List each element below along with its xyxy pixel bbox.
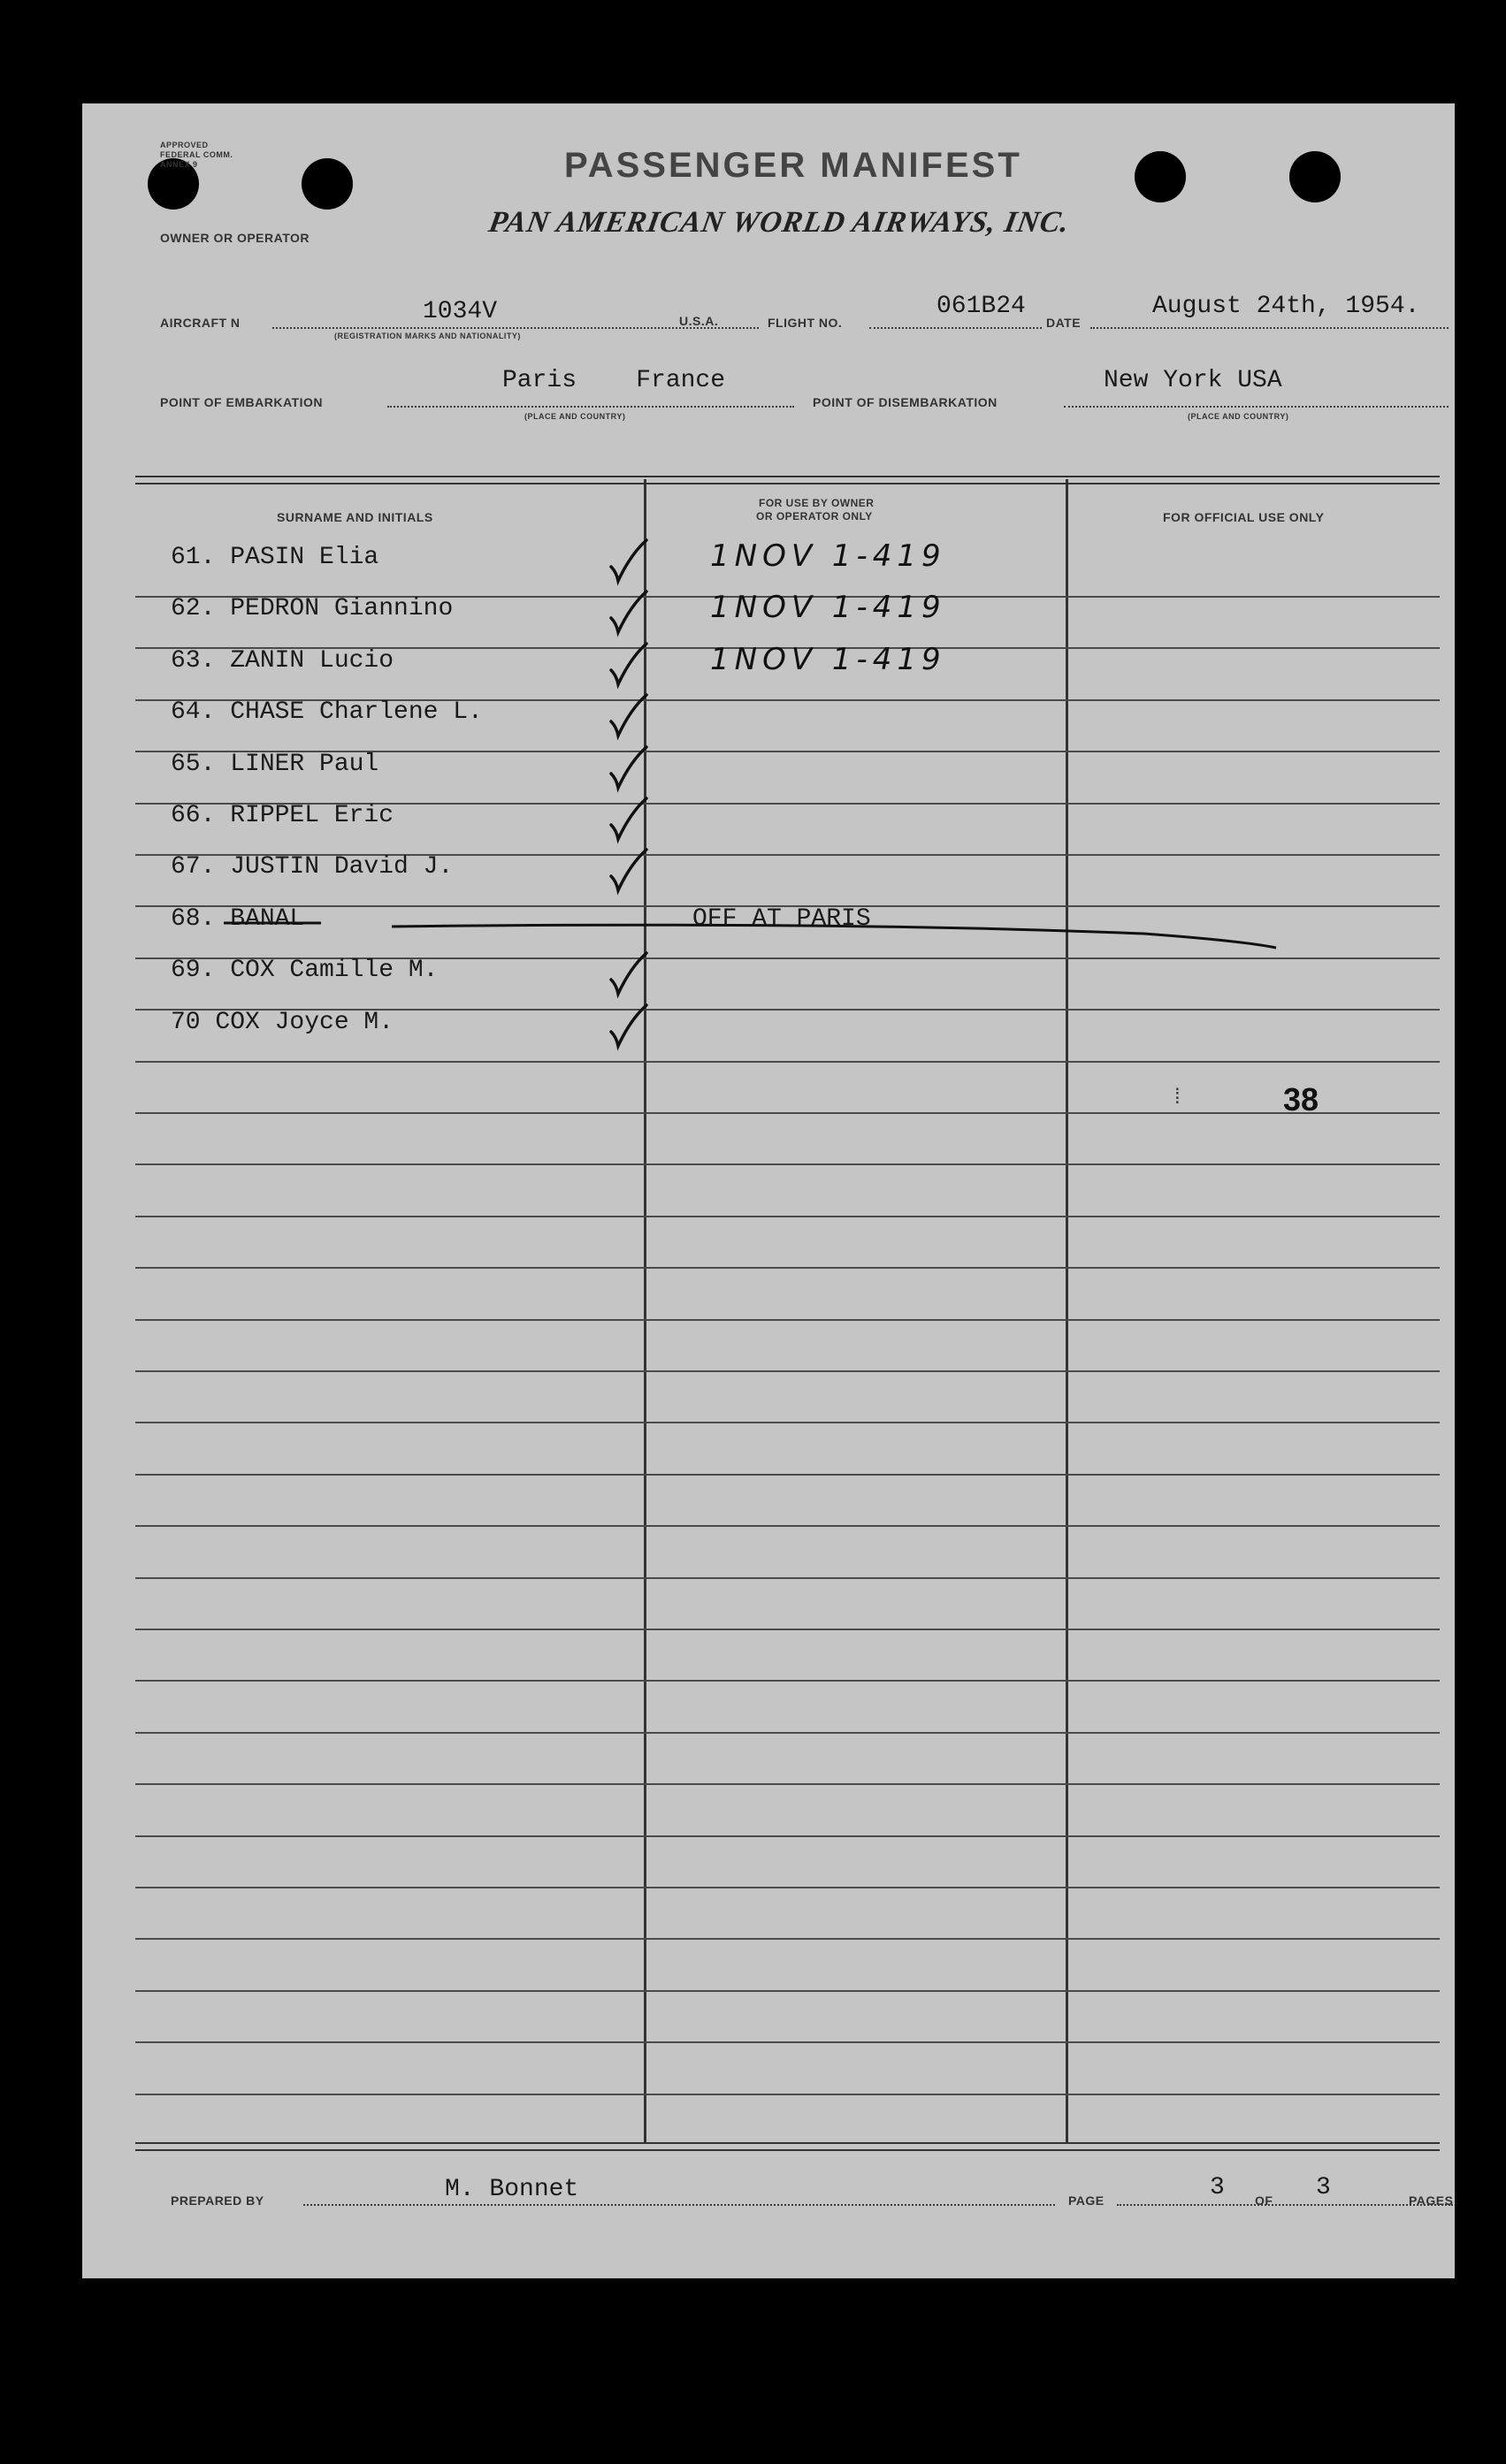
row-rule [135, 1732, 1440, 1734]
embark-sub: (PLACE AND COUNTRY) [524, 412, 626, 421]
handwritten-note: 1NOV 1-419 [710, 590, 946, 625]
row-rule [135, 1525, 1440, 1527]
passenger-name: 64. CHASE Charlene L. [171, 698, 483, 726]
row-rule [135, 1577, 1440, 1579]
row-rule [135, 1887, 1440, 1888]
of-label: OF [1255, 2193, 1273, 2208]
punch-hole-right-2 [1289, 151, 1341, 202]
row-rule [135, 1629, 1440, 1630]
manifest-sheet [82, 103, 1455, 2278]
page-value: 3 [1210, 2174, 1225, 2201]
checkmark-icon [604, 744, 684, 797]
col-header-surname: SURNAME AND INITIALS [277, 510, 433, 524]
stamp-line-2: FEDERAL COMM. [160, 150, 233, 159]
passenger-name: 65. LINER Paul [171, 751, 379, 778]
checkmark-icon [604, 691, 684, 744]
date-label: DATE [1046, 316, 1082, 330]
aircraft-value: 1034V [423, 298, 498, 325]
punch-hole-left-2 [302, 158, 353, 210]
checkmark-icon [604, 588, 684, 641]
col-header-owner-1: FOR USE BY OWNER [759, 497, 875, 509]
row-rule [135, 1783, 1440, 1785]
row-rule [135, 1319, 1440, 1321]
stamp-line-1: APPROVED [160, 141, 209, 149]
flight-label: FLIGHT NO. [768, 316, 843, 330]
stamp-line-3: ANNEX 9 [160, 160, 198, 169]
row-rule [135, 1370, 1440, 1372]
row-rule [135, 1990, 1440, 1992]
disembark-label: POINT OF DISEMBARKATION [813, 395, 998, 409]
table-top-rule [135, 476, 1440, 484]
col-header-owner-2: OR OPERATOR ONLY [756, 510, 873, 523]
flight-value: 061B24 [936, 293, 1026, 320]
status-note: OFF AT PARIS [692, 905, 871, 933]
row-rule [135, 1474, 1440, 1476]
table-bottom-rule [135, 2142, 1440, 2151]
aircraft-label: AIRCRAFT N [160, 316, 241, 330]
disembark-sub: (PLACE AND COUNTRY) [1188, 412, 1289, 421]
row-rule [135, 1163, 1440, 1165]
embark-underline [387, 406, 794, 408]
prepared-label: PREPARED BY [171, 2193, 264, 2208]
checkmark-icon [604, 846, 684, 899]
prepared-underline [303, 2204, 1055, 2206]
page-underline [1117, 2204, 1453, 2206]
carrier-name: PAN AMERICAN WORLD AIRWAYS, INC. [485, 206, 1073, 239]
col-header-official: FOR OFFICIAL USE ONLY [1163, 510, 1325, 524]
row-rule [135, 2094, 1440, 2095]
date-value: August 24th, 1954. [1152, 293, 1420, 320]
passenger-name: 66. RIPPEL Eric [171, 802, 394, 829]
row-rule [135, 1422, 1440, 1423]
punch-hole-right [1135, 151, 1186, 202]
official-mark: ⁞ [1174, 1085, 1181, 1109]
date-underline [1090, 327, 1449, 329]
handwritten-note: 1NOV 1-419 [710, 642, 946, 677]
pages-label: PAGES [1409, 2193, 1454, 2208]
form-title: PASSENGER MANIFEST [564, 146, 1022, 185]
column-divider-2 [1066, 479, 1068, 2143]
passenger-name: 67. JUSTIN David J. [171, 853, 454, 881]
passenger-name: 61. PASIN Elia [171, 544, 379, 571]
passenger-name: 69. COX Camille M. [171, 957, 439, 984]
checkmark-icon [604, 795, 684, 848]
row-rule [135, 1061, 1440, 1063]
row-rule [135, 1216, 1440, 1217]
passenger-name: 70 COX Joyce M. [171, 1009, 394, 1036]
strike-through-line [215, 905, 1303, 958]
checkmark-icon [604, 1002, 684, 1055]
handwritten-note: 1NOV 1-419 [710, 538, 946, 574]
usa-label: U.S.A. [679, 314, 719, 328]
official-count: 38 [1283, 1081, 1319, 1118]
disembark-underline [1064, 406, 1449, 408]
disembark-value: New York USA [1104, 367, 1282, 394]
checkmark-icon [604, 537, 684, 590]
aircraft-sub: (REGISTRATION MARKS AND NATIONALITY) [334, 332, 521, 340]
checkmark-icon [604, 640, 684, 693]
passenger-name: 62. PEDRON Giannino [171, 595, 454, 622]
owner-label: OWNER OR OPERATOR [160, 231, 310, 245]
prepared-value: M. Bonnet [445, 2176, 579, 2203]
row-rule [135, 1267, 1440, 1269]
row-rule [135, 1835, 1440, 1837]
embark-label: POINT OF EMBARKATION [160, 395, 323, 409]
row-rule [135, 1112, 1440, 1114]
passenger-name: 68. BANAL [171, 905, 305, 933]
embark-value: Paris France [502, 367, 726, 394]
flight-underline [869, 327, 1042, 329]
row-rule [135, 2041, 1440, 2043]
approval-stamp [160, 141, 233, 170]
page-label: PAGE [1068, 2193, 1105, 2208]
of-value: 3 [1316, 2174, 1331, 2201]
row-rule [135, 1680, 1440, 1682]
checkmark-icon [604, 950, 684, 1003]
passenger-name: 63. ZANIN Lucio [171, 647, 394, 675]
row-rule [135, 1938, 1440, 1940]
